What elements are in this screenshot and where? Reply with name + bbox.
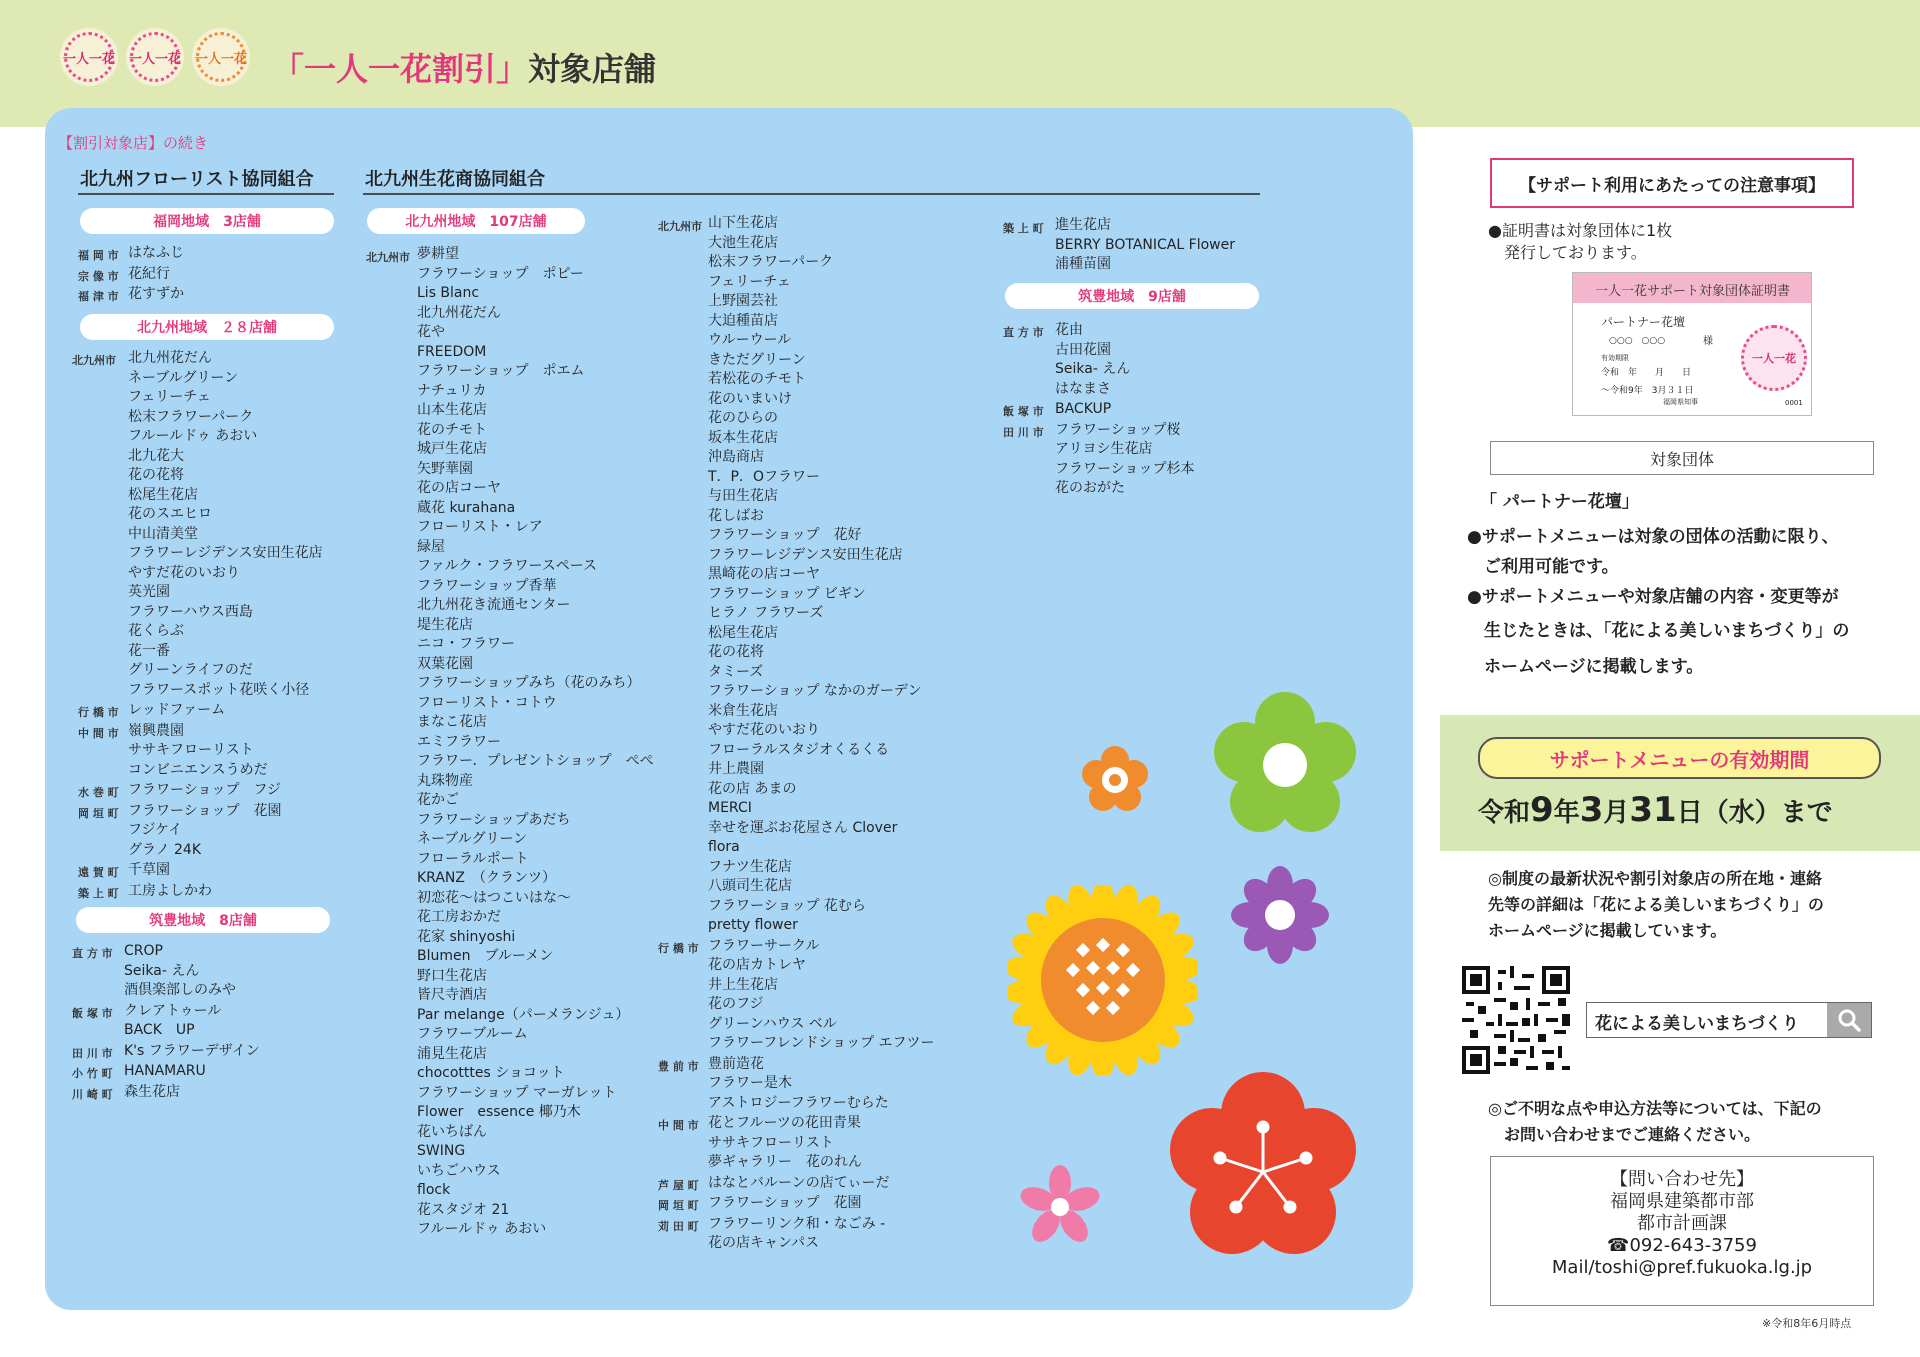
- info-line3: ホームページに掲載しています。: [1488, 921, 1727, 940]
- store-item: MERCI: [708, 800, 752, 816]
- store-item: BERRY BOTANICAL Flower: [1055, 236, 1235, 253]
- orange-flower-icon: [1080, 745, 1150, 815]
- store-item: フルールドゥ あおい: [417, 1221, 547, 1237]
- city-label: 小 竹 町: [72, 1067, 113, 1080]
- store-item: グリーンハウス ベル: [708, 1015, 837, 1032]
- bullet2-line2: 生じたときは、「花による美しいまちづくり」の: [1484, 621, 1850, 641]
- store-item: 松尾生花店: [708, 624, 778, 641]
- store-item: 米倉生花店: [708, 702, 778, 719]
- store-item: 沖島商店: [708, 449, 764, 465]
- hitorihitohana-badge-3: 一人一花: [192, 28, 250, 86]
- store-item: 山下生花店: [708, 215, 778, 231]
- city-label: 岡 垣 町: [658, 1199, 699, 1212]
- bullet1-line1: ●サポートメニューは対象の団体の活動に限り、: [1467, 527, 1839, 547]
- certificate-sample: [1572, 272, 1812, 416]
- city-label: 行 橋 市: [658, 941, 699, 955]
- store-item: 森生花店: [124, 1083, 180, 1100]
- store-item: アリヨシ生花店: [1055, 441, 1153, 457]
- store-item: T．P．Oフラワー: [708, 468, 821, 485]
- store-item: 井上農園: [708, 761, 764, 777]
- site-search-label: 花による美しいまちづくり: [1595, 1014, 1799, 1034]
- store-item: ネーブルグリーン: [128, 369, 239, 386]
- city-label: 直 方 市: [1003, 326, 1044, 339]
- contact-heading: 【問い合わせ先】: [1610, 1169, 1754, 1190]
- store-item: Flower essence 椰乃木: [417, 1104, 581, 1120]
- store-item: 皆尺寺酒店: [417, 987, 487, 1003]
- store-item: 丸珠物産: [417, 772, 473, 789]
- store-item: フラワーフレンドショップ エフツー: [708, 1035, 935, 1051]
- qr-code-icon[interactable]: [1462, 966, 1570, 1074]
- store-item: 坂本生花店: [708, 429, 778, 446]
- store-item: フラワーショップ 花園: [128, 802, 282, 819]
- store-item: フラワーショップ 花好: [708, 527, 862, 543]
- certificate-title: 一人一花サポート対象団体証明書: [1595, 284, 1791, 299]
- footnote: ※令和8年6月時点: [1762, 1317, 1852, 1330]
- notice-heading: 【サポート利用にあたっての注意事項】: [1490, 158, 1854, 208]
- store-item: コンビニエンスうめだ: [128, 761, 268, 778]
- store-item: KRANZ （クランツ）: [417, 870, 556, 886]
- certificate-kigen: 有効期限: [1601, 354, 1629, 362]
- store-item: 北九州花だん: [417, 304, 501, 321]
- store-item: ナチュリカ: [417, 382, 487, 399]
- validity-band: [1440, 715, 1920, 851]
- city-label: 築 上 町: [1003, 222, 1044, 235]
- city-label: 遠 賀 町: [78, 866, 119, 879]
- store-item: フラワースポット花咲く小径: [128, 681, 310, 698]
- store-item: フラワー．プレゼントショップ ぺぺ: [417, 753, 654, 769]
- bullet2-line1: ●サポートメニューや対象店舗の内容・変更等が: [1467, 587, 1839, 607]
- store-item: 野口生花店: [417, 967, 487, 984]
- plum-blossom-icon: [1168, 1072, 1358, 1262]
- store-item: 古田花園: [1055, 341, 1111, 358]
- store-item: 花のいまいけ: [708, 390, 792, 407]
- store-item: 北九花大: [128, 447, 184, 464]
- certificate-issuer: 福岡県知事: [1663, 398, 1698, 406]
- certificate-partner: パートナー花壇: [1601, 315, 1686, 329]
- hitorihitohana-badge-2: 一人一花: [126, 28, 184, 86]
- org-flower-shop-coop: 北九州生花商協同組合: [365, 169, 545, 190]
- store-item: 夢耕望: [417, 246, 459, 262]
- store-item: まなこ花店: [417, 714, 487, 730]
- store-item: 八頭司生花店: [708, 878, 792, 894]
- store-item: 花の店コーヤ: [417, 480, 501, 496]
- store-item: 花の店 あまの: [708, 780, 797, 797]
- inquiry-line2: お問い合わせまでご連絡ください。: [1504, 1125, 1761, 1144]
- store-item: フラワーショップ ポエム: [417, 363, 585, 379]
- store-item: グラノ 24K: [128, 841, 202, 858]
- store-item: 蔵花 kurahana: [417, 499, 516, 516]
- store-item: フラワーリンク和・なごみ -: [708, 1215, 886, 1232]
- site-search-box[interactable]: [1586, 1002, 1872, 1038]
- city-label: 水 巻 町: [78, 786, 119, 799]
- store-item: flock: [417, 1182, 451, 1198]
- city-label: 豊 前 市: [658, 1059, 699, 1073]
- store-item: 上野園芸社: [708, 293, 778, 309]
- region-pill-kitakyushu: 北九州地域 ２８店舗: [80, 314, 334, 340]
- store-item: flora: [708, 839, 740, 855]
- store-item: 黒崎花の店コーヤ: [708, 566, 820, 582]
- store-item: 北九州花だん: [128, 350, 212, 366]
- store-item: フラワーショップ 花園: [708, 1195, 862, 1211]
- store-item: フラワーショップみち（花のみち）: [417, 675, 641, 691]
- store-item: タミーズ: [708, 663, 764, 680]
- store-item: 千草園: [128, 862, 170, 878]
- store-item: きただグリーン: [708, 351, 806, 368]
- store-item: 花の店カトレヤ: [708, 957, 806, 973]
- store-item: Seika- えん: [124, 962, 200, 979]
- validity-period: 令和9年3月31日（水）まで: [1478, 790, 1833, 830]
- city-label: 田 川 市: [72, 1046, 113, 1060]
- store-item: フラワーショップ なかのガーデン: [708, 683, 922, 699]
- store-item: やすだ花のいおり: [708, 722, 820, 738]
- city-label: 北九州市: [366, 251, 410, 264]
- city-label: 北九州市: [658, 220, 702, 233]
- store-item: フラワー是木: [708, 1075, 792, 1091]
- city-label: 北九州市: [72, 354, 116, 367]
- region-pill-fukuoka: 福岡地域 3店舗: [80, 208, 334, 234]
- store-item: 緑屋: [417, 538, 445, 555]
- store-item: はなとバルーンの店てぃーだ: [708, 1174, 890, 1191]
- store-item: クレアトゥール: [124, 1002, 222, 1019]
- store-item: 双葉花園: [417, 655, 473, 672]
- store-item: フェリーチェ: [128, 389, 211, 405]
- certificate-serial: 0001: [1785, 399, 1803, 407]
- store-item: Blumen ブルーメン: [417, 948, 554, 964]
- store-item: フラワーショップ マーガレット: [417, 1084, 617, 1101]
- store-item: Lis Blanc: [417, 285, 480, 301]
- city-label: 福 岡 市: [78, 249, 119, 262]
- store-item: フラワーサークル: [708, 937, 820, 954]
- store-item: 花由: [1055, 322, 1083, 338]
- store-item: HANAMARU: [124, 1063, 206, 1079]
- target-group-name: 「 パートナー花壇」: [1480, 492, 1639, 512]
- info-line2: 先等の詳細は「花による美しいまちづくり」の: [1488, 895, 1824, 914]
- city-label: 芦 屋 町: [658, 1178, 699, 1192]
- store-item: CROP: [124, 943, 163, 959]
- store-item: 花しばお: [708, 507, 764, 524]
- store-item: フラワーショップ 花むら: [708, 897, 866, 914]
- store-item: 花のおがた: [1055, 480, 1125, 496]
- city-label: 岡 垣 町: [78, 806, 119, 820]
- org-florist-coop: 北九州フローリスト協同組合: [80, 169, 314, 190]
- store-item: エミフラワー: [417, 733, 501, 750]
- store-item: FREEDOM: [417, 343, 487, 360]
- store-item: フラワーブルーム: [417, 1026, 528, 1042]
- store-item: 花一番: [128, 642, 170, 659]
- store-item: フローラルスタジオくるくる: [708, 741, 890, 758]
- store-item: フナツ生花店: [708, 858, 792, 875]
- store-item: 花くらぶ: [128, 623, 184, 639]
- search-button[interactable]: [1827, 1003, 1871, 1037]
- store-item: 与田生花店: [708, 488, 778, 504]
- store-item: フラワーショップ ビギン: [708, 585, 866, 602]
- store-item: アストロジーフラワーむらた: [708, 1094, 889, 1111]
- store-item: 大迫種苗店: [708, 312, 778, 329]
- store-item: BACKUP: [1055, 401, 1112, 417]
- city-label: 中 間 市: [78, 726, 119, 740]
- store-item: ウルーウール: [708, 332, 792, 348]
- cert-note-line2: 発行しております。: [1488, 243, 1647, 262]
- store-item: レッドファーム: [128, 702, 226, 718]
- search-icon: [1836, 1007, 1862, 1033]
- store-item: 幸せを運ぶお花屋さん Clover: [708, 819, 898, 836]
- store-item: フラワーショップ杉本: [1055, 460, 1195, 477]
- store-item: 花とフルーツの花田青果: [708, 1115, 861, 1131]
- store-item: 大池生花店: [708, 234, 778, 251]
- store-item: フラワーショップ香華: [417, 577, 557, 594]
- continuation-label: 【割引対象店】の続き: [58, 134, 209, 152]
- store-item: 花のフジ: [708, 996, 764, 1012]
- store-item: 城戸生花店: [417, 441, 487, 457]
- store-item: ササキフローリスト: [708, 1134, 834, 1151]
- city-label: 福 津 市: [78, 290, 119, 303]
- certificate-date-line: 令和 年 月 日: [1601, 368, 1692, 378]
- region-pill-chikuho: 筑豊地域 8店舗: [76, 907, 330, 933]
- store-item: 松末フラワーパーク: [128, 408, 254, 425]
- store-item: フジケイ: [128, 822, 183, 838]
- store-item: 花スタジオ 21: [417, 1201, 510, 1218]
- store-item: 夢ギャラリー 花のれん: [708, 1154, 862, 1170]
- store-item: 酒倶楽部しのみや: [124, 982, 236, 998]
- city-label: 田 川 市: [1003, 425, 1044, 439]
- title-rest: 対象店舗: [528, 50, 657, 88]
- city-label: 飯 塚 市: [72, 1006, 113, 1020]
- city-label: 中 間 市: [658, 1119, 699, 1132]
- store-item: やすだ花のいおり: [128, 564, 240, 581]
- info-line1: ◎制度の最新状況や割引対象店の所在地・連絡: [1488, 869, 1822, 888]
- store-item: 北九州花き流通センター: [417, 597, 571, 613]
- store-item: 浦種苗園: [1055, 256, 1111, 272]
- store-item: グリーンライフのだ: [128, 662, 253, 678]
- store-item: Par melange（パーメランジュ）: [417, 1006, 630, 1023]
- store-item: 花や: [417, 324, 445, 340]
- store-item: 初恋花～はつこいはな～: [417, 889, 571, 906]
- store-item: フラワーレジデンス安田生花店: [708, 546, 903, 563]
- store-item: ファルク・フラワースペース: [417, 558, 598, 574]
- store-item: いちごハウス: [417, 1162, 501, 1179]
- page-title: [272, 44, 656, 90]
- store-item: 山本生花店: [417, 402, 487, 418]
- inquiry-line1: ◎ご不明な点や申込方法等については、下記の: [1488, 1099, 1822, 1118]
- store-item: 矢野華園: [417, 460, 473, 477]
- store-item: ササキフローリスト: [128, 742, 254, 758]
- region-pill-chikuho-9: 筑豊地域 9店舗: [1005, 283, 1259, 309]
- contact-phone: ☎092-643-3759: [1607, 1235, 1757, 1256]
- store-item: フラワーショップ ポピー: [417, 265, 584, 282]
- green-flower-icon: [1210, 690, 1360, 840]
- store-item: はなまさ: [1055, 380, 1111, 397]
- store-item: 進生花店: [1055, 217, 1111, 233]
- city-label: 直 方 市: [72, 947, 113, 960]
- city-label: 行 橋 市: [78, 706, 119, 719]
- org2-underline: [363, 193, 1260, 195]
- store-item: ヒラノ フラワーズ: [708, 605, 824, 621]
- cert-note-line1: ●証明書は対象団体に1枚: [1488, 221, 1673, 240]
- store-item: BACK UP: [124, 1022, 195, 1038]
- purple-flower-icon: [1230, 865, 1330, 965]
- store-item: フラワーショップあだち: [417, 811, 571, 828]
- store-item: 花かご: [417, 792, 459, 808]
- sunflower-icon: [1008, 885, 1198, 1075]
- store-item: chocotttes ショコット: [417, 1065, 565, 1081]
- store-item: 英光園: [128, 584, 170, 600]
- store-item: 嶺興農園: [128, 722, 184, 739]
- store-item: 堤生花店: [417, 616, 473, 633]
- bullet2-line3: ホームページに掲載します。: [1484, 657, 1704, 677]
- certificate-until: ～令和9年 3月３１日: [1601, 386, 1694, 396]
- store-item: 花のチモト: [417, 421, 487, 438]
- store-item: 花工房おかだ: [417, 909, 501, 925]
- hitorihitohana-badge-1: 一人一花: [60, 28, 118, 86]
- org1-underline: [78, 193, 334, 195]
- store-item: 花すずか: [128, 286, 185, 302]
- store-item: 工房よしかわ: [128, 882, 212, 899]
- store-item: Seika- えん: [1055, 361, 1131, 377]
- city-label: 川 崎 町: [72, 1087, 113, 1101]
- store-item: 花紀行: [128, 265, 170, 282]
- logo-badges: [60, 28, 250, 86]
- store-item: ネーブルグリーン: [417, 831, 528, 847]
- store-item: 井上生花店: [708, 976, 778, 993]
- city-label: 苅 田 町: [658, 1219, 699, 1233]
- store-item: 花いちばん: [417, 1123, 487, 1140]
- store-item: 松末フラワーパーク: [708, 254, 834, 270]
- store-item: SWING: [417, 1143, 466, 1159]
- store-item: フラワーハウス西島: [128, 603, 253, 620]
- city-label: 宗 像 市: [78, 269, 119, 283]
- store-item: K's フラワーデザイン: [124, 1042, 260, 1059]
- store-item: 花のスエヒロ: [128, 506, 212, 522]
- store-item: はなふじ: [128, 245, 184, 261]
- store-item: フェリーチェ: [708, 273, 791, 290]
- certificate-sama: 様: [1703, 336, 1713, 347]
- certificate-name: ○○○ ○○○: [1609, 336, 1666, 346]
- store-item: 松尾生花店: [128, 486, 198, 503]
- store-item: 花のひらの: [708, 410, 778, 426]
- contact-box: [1490, 1156, 1874, 1306]
- store-item: 花の花将: [128, 467, 184, 483]
- store-item: フラワーショップ桜: [1055, 421, 1181, 438]
- city-label: 飯 塚 市: [1003, 405, 1044, 418]
- contact-department: 福岡県建築都市部: [1610, 1191, 1754, 1212]
- certificate-badge: 一人一花: [1741, 325, 1807, 391]
- title-quoted: 「一人一花割引」: [272, 50, 529, 88]
- bullet1-line2: ご利用可能です。: [1484, 557, 1619, 577]
- store-item: フラワーレジデンス安田生花店: [128, 545, 323, 561]
- store-item: 浦見生花店: [417, 1045, 487, 1062]
- store-item: 豊前造花: [708, 1055, 764, 1072]
- store-item: 中山清美堂: [128, 525, 198, 542]
- store-item: 若松花のチモト: [708, 371, 806, 387]
- store-item: フルールドゥ あおい: [128, 428, 258, 444]
- store-item: ニコ・フラワー: [417, 636, 515, 652]
- store-item: フローリスト・コトウ: [417, 694, 557, 711]
- contact-section: 都市計画課: [1637, 1213, 1727, 1234]
- store-item: 花の花将: [708, 644, 764, 660]
- store-item: フラワーショップ フジ: [128, 782, 281, 798]
- pink-flower-icon: [1020, 1165, 1100, 1245]
- store-item: 花の店キャンパス: [708, 1235, 820, 1251]
- store-item: pretty flower: [708, 917, 798, 933]
- target-group-label: 対象団体: [1490, 441, 1874, 475]
- store-item: フローリスト・レア: [417, 519, 543, 535]
- city-label: 築 上 町: [78, 886, 119, 900]
- store-item: 花家 shinyoshi: [417, 928, 516, 945]
- contact-mail[interactable]: Mail/toshi@pref.fukuoka.lg.jp: [1551, 1257, 1813, 1278]
- validity-heading: サポートメニューの有効期間: [1478, 737, 1881, 779]
- store-item: フローラルポート: [417, 850, 529, 867]
- region-pill-kitakyushu-107: 北九州地域 107店舗: [367, 208, 585, 234]
